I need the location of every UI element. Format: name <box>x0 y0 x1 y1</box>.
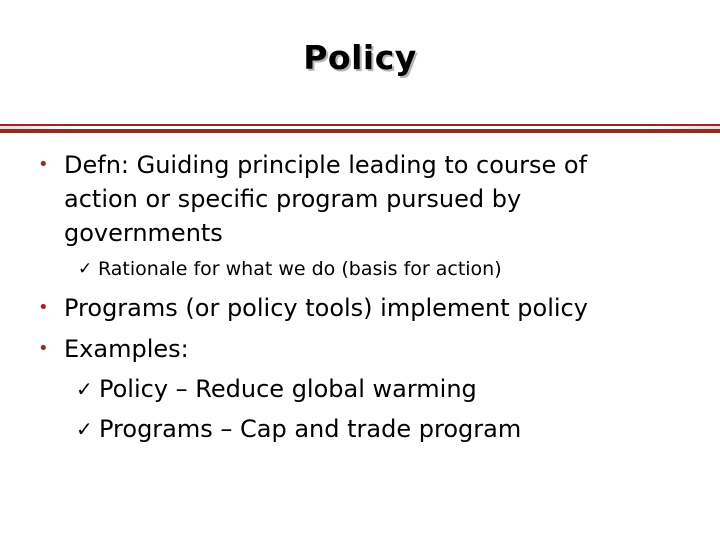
bullet-icon: • <box>38 154 49 175</box>
slide-title: Policy <box>303 38 417 77</box>
bullet-text: Programs (or policy tools) implement policy <box>64 294 588 322</box>
sub-item-text: Programs – Cap and trade program <box>99 415 522 443</box>
divider-band-bottom <box>0 129 720 133</box>
checkmark-icon: ✓ <box>78 259 93 279</box>
checkmark-icon: ✓ <box>76 377 93 401</box>
sub-item-text: Rationale for what we do (basis for action) <box>98 258 502 280</box>
bullet-text-line: action or specific program pursued by <box>64 185 522 213</box>
bullet-icon: • <box>38 297 49 318</box>
sub-item-text: Policy – Reduce global warming <box>99 375 477 403</box>
bullet-icon: • <box>38 338 49 359</box>
title-divider <box>0 124 720 133</box>
bullet-text: Examples: <box>64 335 189 363</box>
bullet-text-line: governments <box>64 219 223 247</box>
checkmark-icon: ✓ <box>76 417 93 441</box>
bullet-text-line: Defn: Guiding principle leading to course of <box>64 151 588 179</box>
